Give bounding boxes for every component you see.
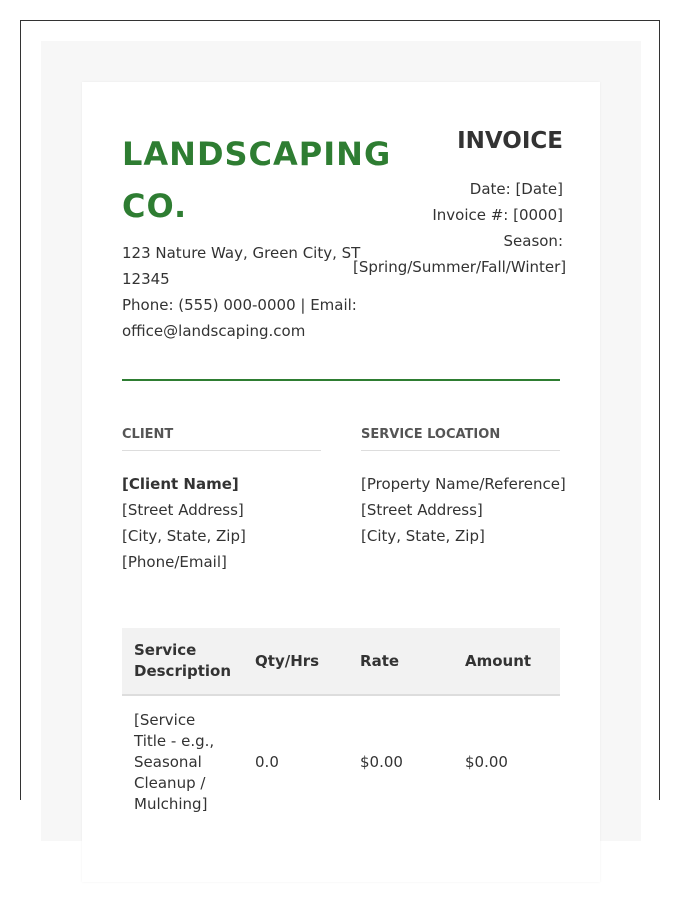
client-contact: [Phone/Email] (122, 553, 227, 571)
service-location-details (361, 471, 571, 549)
service-location-heading: SERVICE LOCATION (361, 427, 560, 451)
rate-cell: $0.00 (360, 753, 403, 771)
table-row (122, 695, 560, 829)
column-header-service: Service Description (122, 628, 243, 695)
company-address-line: 123 Nature Way, Green City, ST 12345 (122, 244, 361, 288)
page-background (41, 41, 641, 841)
client-heading: CLIENT (122, 427, 321, 451)
client-city: [City, State, Zip] (122, 527, 246, 545)
header-divider (122, 379, 560, 381)
invoice-date: Date: [Date] (469, 180, 563, 198)
company-name: LANDSCAPING CO. (122, 135, 392, 225)
location-property: [Property Name/Reference] (361, 475, 566, 493)
location-city: [City, State, Zip] (361, 527, 485, 545)
column-header-amount: Amount (453, 628, 560, 695)
table-header-row (122, 628, 560, 695)
services-table (122, 628, 560, 829)
invoice-sheet (82, 82, 600, 882)
column-header-rate: Rate (348, 628, 453, 695)
invoice-title: INVOICE (457, 128, 563, 154)
invoice-number: Invoice #: [0000] (432, 206, 563, 224)
location-street: [Street Address] (361, 501, 483, 519)
qty-cell: 0.0 (255, 753, 279, 771)
client-name: [Client Name] (122, 475, 239, 493)
invoice-meta (353, 176, 567, 280)
client-details (122, 471, 332, 575)
column-header-qty: Qty/Hrs (243, 628, 348, 695)
client-street: [Street Address] (122, 501, 244, 519)
company-contact-block (122, 240, 372, 344)
document-frame (20, 20, 660, 813)
service-description-cell: [Service Title - e.g., Seasonal Cleanup / Mulching] (134, 711, 215, 813)
company-contact-line: Phone: (555) 000-0000 | Email: office@landscaping.com (122, 296, 357, 340)
amount-cell: $0.00 (465, 753, 508, 771)
invoice-season: Season: [Spring/Summer/Fall/Winter] (353, 232, 567, 276)
